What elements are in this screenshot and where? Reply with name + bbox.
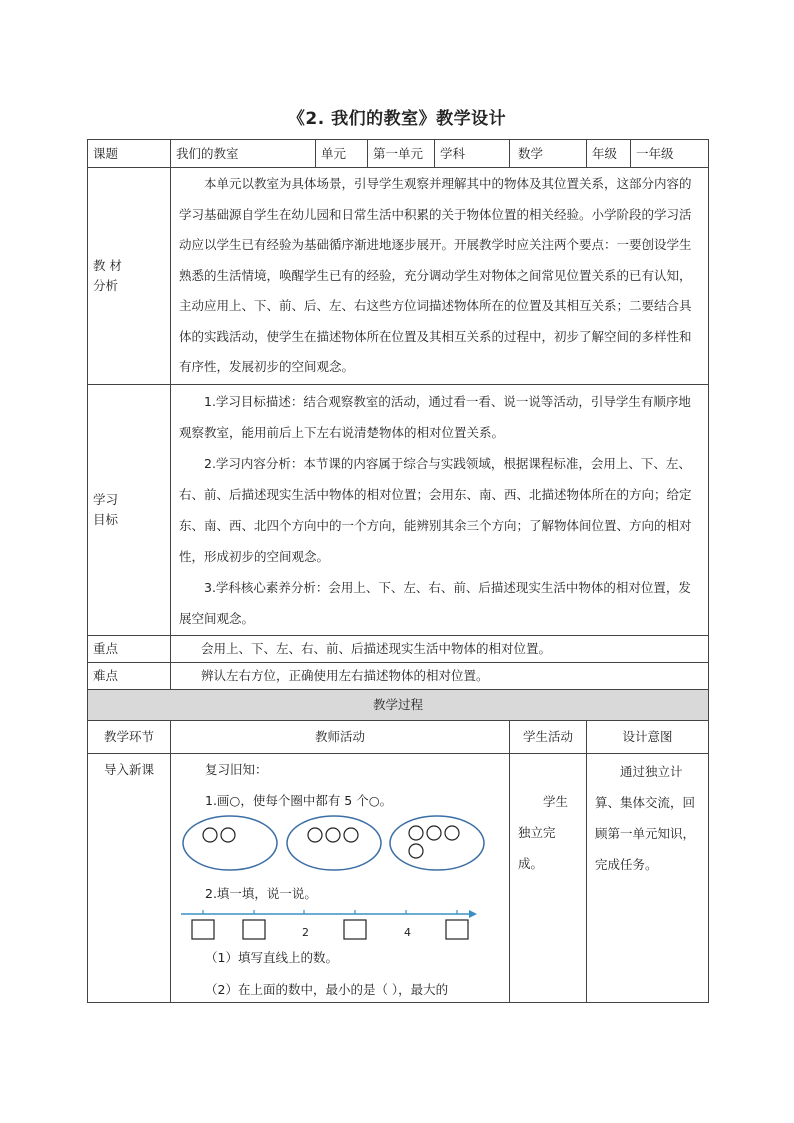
grade-value: 一年级 [631,140,709,168]
drawn-circle [409,844,423,858]
question-1: 1.画○，使每个圈中都有 5 个○。 [205,793,393,808]
answer-box [344,920,366,939]
drawn-circle [203,828,217,842]
group-ellipse-2 [287,816,381,870]
key-point-text: 会用上、下、左、右、前、后描述现实生活中物体的相对位置。 [171,636,709,663]
difficulty-row [88,663,709,690]
process-band-title: 教学过程 [88,690,709,721]
col-header-teacher: 教师活动 [171,721,510,754]
drawn-circle [445,826,459,840]
subject-label: 学科 [435,140,510,168]
col-header-stage: 教学环节 [88,721,171,754]
number-line-label-4: 4 [404,926,411,939]
answer-box [243,920,265,939]
page-title: 《2. 我们的教室》教学设计 [287,109,507,129]
analysis-label: 教 材 分析 [88,168,171,385]
drawn-circle [326,828,340,842]
subject-value: 数学 [510,140,587,168]
sub-question-2: （2）在上面的数中，最小的是（ ），最大的 [205,982,449,997]
group-ellipse-3 [390,816,484,870]
objective-item-2: 2.学习内容分析：本节课的内容属于综合与实践领域，根据课程标准，会用上、下、左、右、前、后描述现实生活中物体的相对位置；会用东、南、西、北描述物体所在的方向；给定东、南、西、北四个方向中的一个方向，能辨别其余三个方向；了解物体间位置、方向的相对性，形成初步的空间观念。 [179,456,692,564]
header-row [88,140,709,168]
number-line-arrow [469,910,477,918]
unit-value: 第一单元 [368,140,435,168]
answer-box [446,920,468,939]
process-column-header-row [88,721,709,754]
topic-value: 我们的教室 [171,140,316,168]
objectives-cell [171,385,709,636]
student-activity-text: 学生独立完成。 [518,794,569,871]
analysis-cell [171,168,709,385]
topic-label: 课题 [88,140,171,168]
question-2: 2.填一填，说一说。 [205,886,317,901]
drawn-circle [344,828,358,842]
process-row-intro [88,754,709,1003]
drawn-circle [308,828,322,842]
col-header-student: 学生活动 [510,721,587,754]
drawn-circle [409,826,423,840]
group-ellipse-1 [183,816,277,870]
key-point-label: 重点 [88,636,171,663]
number-line-label-2: 2 [302,926,309,939]
drawn-circle [427,826,441,840]
answer-box [192,920,214,939]
analysis-row [88,168,709,385]
design-intent-cell [587,754,709,1003]
student-activity-cell [510,754,587,1003]
objectives-label: 学习 目标 [88,385,171,636]
difficulty-label: 难点 [88,663,171,690]
design-intent-text: 通过独立计算、集体交流，回顾第一单元知识，完成任务。 [595,764,696,872]
grade-label: 年级 [587,140,631,168]
drawn-circle [221,828,235,842]
difficulty-text: 辨认左右方位，正确使用左右描述物体的相对位置。 [171,663,709,690]
objective-item-3: 3.学科核心素养分析：会用上、下、左、右、前、后描述现实生活中物体的相对位置，发展空间观念。 [179,580,691,626]
objective-item-1: 1.学习目标描述：结合观察教室的活动，通过看一看、说一说等活动，引导学生有顺序地观察教室，能用前后上下左右说清楚物体的相对位置关系。 [179,394,691,440]
unit-label: 单元 [316,140,368,168]
number-line-diagram [177,904,497,940]
col-header-intent: 设计意图 [587,721,709,754]
sub-question-1: （1）填写直线上的数。 [205,950,338,965]
stage-name: 导入新课 [88,754,171,1003]
process-band [88,690,709,721]
objectives-row [88,385,709,636]
review-label: 复习旧知： [205,762,268,777]
lesson-plan-table [87,139,709,1003]
teacher-activity-cell [171,754,510,1003]
circles-diagram [177,814,497,884]
key-point-row [88,636,709,663]
analysis-text: 本单元以教室为具体场景，引导学生观察并理解其中的物体及其位置关系，这部分内容的学习基础源自学生在幼儿园和日常生活中积累的关于物体位置的相关经验。小学阶段的学习活动应以学生已有经验为基础循序渐进地逐步展开。开展教学时应关注两个要点：一要创设学生熟悉的生活情境，唤醒学生已有的经验，充分调动学生对物体之间常见位置关系的已有认知，主动应用上、下、前、后、左、右这些方位词描述物体所在的位置及其相互关系；二要结合具体的实践活动，使学生在描述物体所在位置及其相互关系的过程中，初步了解空间的多样性和有序性，发展初步的空间观念。 [179,176,692,375]
